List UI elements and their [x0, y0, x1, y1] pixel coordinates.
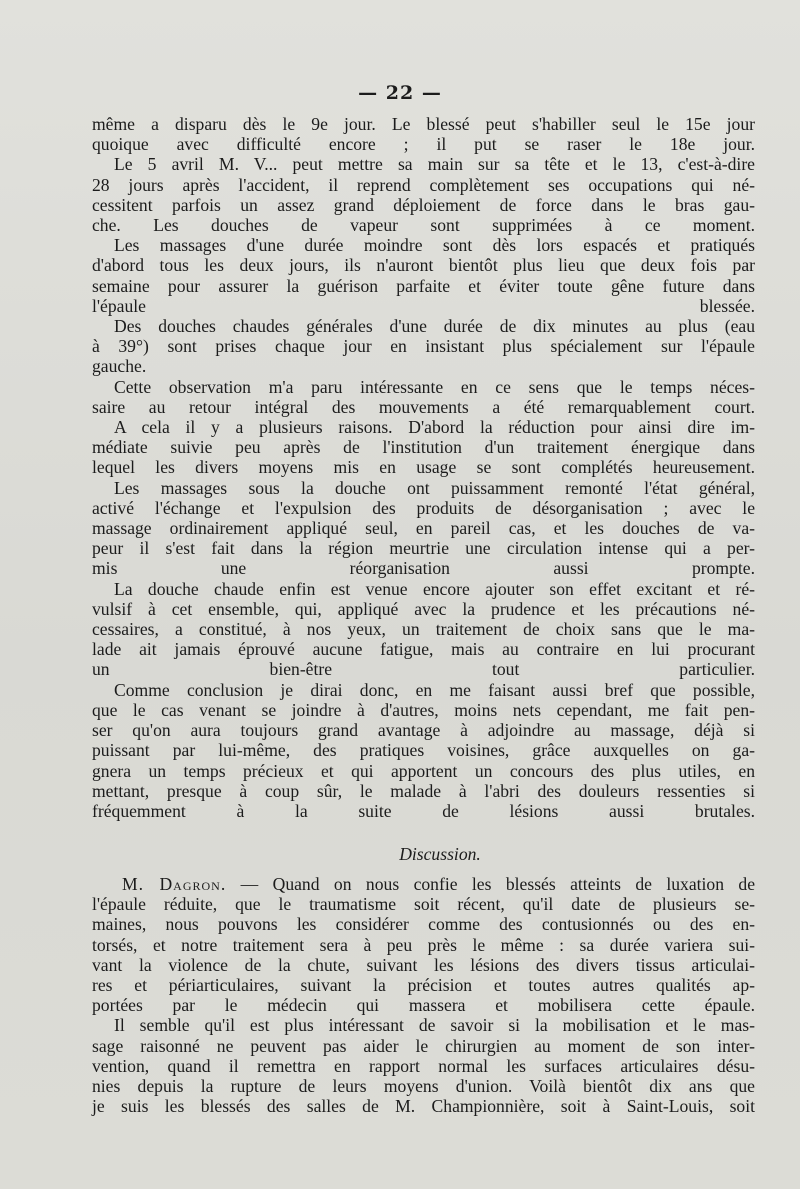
text-line: d'abord tous les deux jours, ils n'auront bientôt plus lieu que deux fois par [92, 255, 755, 276]
speaker-name: M. Dagron. [122, 874, 227, 894]
text-line: peur il s'est fait dans la région meurtrie une circulation intense qui a per- [92, 538, 755, 559]
text-line: que le cas venant se joindre à d'autres, moins nets cependant, me fait pen- [92, 699, 755, 720]
text-line: 28 jours après l'accident, il reprend complètement ses occupations qui né- [92, 174, 755, 195]
text-line: Le 5 avril M. V... peut mettre sa main sur sa tête et le 13, c'est-à-dire [114, 154, 755, 175]
text-line: gnera un temps précieux et qui apportent un concours des plus utiles, en [92, 760, 755, 781]
text-line: Les massages d'une durée moindre sont dès lors espacés et pratiqués [114, 235, 755, 256]
text-line: Comme conclusion je dirai donc, en me faisant aussi bref que possible, [114, 679, 755, 700]
text-line: vention, quand il remettra en rapport normal les surfaces articulaires désu- [92, 1055, 755, 1076]
text-line: mettant, presque à coup sûr, le malade à l'abri des douleurs ressenties si [92, 780, 755, 801]
observation-text [92, 114, 755, 821]
text-line: cessitent parfois un assez grand déploiement de force dans le bras gau- [92, 194, 755, 215]
discussion-heading: Discussion. [399, 844, 481, 864]
text-line: portées par le médecin qui massera et mobilisera cette épaule. [92, 995, 755, 1016]
page-number: — 22 — [358, 82, 442, 104]
text-line: sage raisonné ne peuvent pas aider le chirurgien au moment de son inter- [92, 1035, 755, 1056]
text-line: che. Les douches de vapeur sont supprimées à ce moment. [92, 215, 755, 236]
text-line: activé l'échange et l'expulsion des produits de désorganisation ; avec le [92, 497, 755, 518]
text-line: torsés, et notre traitement sera à peu près le même : sa durée variera sui- [92, 934, 755, 955]
text-line: je suis les blessés des salles de M. Championnière, soit à Saint-Louis, soit [92, 1096, 755, 1117]
text-line: res et périarticulaires, suivant la précision et toutes autres qualités ap- [92, 975, 755, 996]
text-line: même a disparu dès le 9e jour. Le blessé peut s'habiller seul le 15e jour [92, 114, 755, 134]
text-line: vulsif à cet ensemble, qui, appliqué avec la prudence et les précautions né- [92, 598, 755, 619]
discussion-text [92, 874, 755, 1116]
speaker-dash: — [226, 874, 273, 894]
text-line: quoique avec difficulté encore ; il put se raser le 18e jour. [92, 134, 755, 155]
text-line: Cette observation m'a paru intéressante en ce sens que le temps néces- [114, 376, 755, 397]
text-line: Des douches chaudes générales d'une durée de dix minutes au plus (eau [114, 316, 755, 337]
text-line: semaine pour assurer la guérison parfaite et éviter toute gêne future dans [92, 275, 755, 296]
speaker-text: Quand on nous confie les blessés atteints de luxation de [272, 874, 756, 894]
text-line: médiate suivie peu après de l'institution d'un traitement énergique dans [92, 437, 755, 458]
text-line: un bien-être tout particulier. [92, 659, 755, 680]
text-line: massage ordinairement appliqué seul, en pareil cas, et les douches de va- [92, 518, 755, 539]
text-line: Les massages sous la douche ont puissamment remonté l'état général, [114, 477, 755, 498]
text-line: vant la violence de la chute, suivant les lésions des divers tissus articulai- [92, 954, 755, 975]
text-line: nies depuis la rupture de leurs moyens d'union. Voilà bientôt dix ans que [92, 1076, 755, 1097]
text-line: lequel les divers moyens mis en usage se sont complétés heureusement. [92, 457, 755, 478]
text-line: à 39°) sont prises chaque jour en insistant plus spécialement sur l'épaule [92, 336, 755, 357]
text-line: mis une réorganisation aussi prompte. [92, 558, 755, 579]
text-line: maines, nous pouvons les considérer comme des contusionnés ou des en- [92, 914, 755, 935]
text-line: A cela il y a plusieurs raisons. D'abord la réduction pour ainsi dire im- [114, 417, 755, 438]
text-line: ser qu'on aura toujours grand avantage à adjoindre au massage, déjà si [92, 720, 755, 741]
text-line: gauche. [92, 356, 147, 377]
text-line: l'épaule blessée. [92, 295, 755, 316]
text-line: La douche chaude enfin est venue encore ajouter son effet excitant et ré- [114, 578, 755, 599]
text-line: fréquemment à la suite de lésions aussi brutales. [92, 800, 755, 821]
text-line: lade ait jamais éprouvé aucune fatigue, mais au contraire en lui procurant [92, 639, 755, 660]
text-line: puissant par lui-même, des pratiques voisines, grâce auxquelles on ga- [92, 740, 755, 761]
text-line: saire au retour intégral des mouvements a été remarquablement court. [92, 396, 755, 417]
text-line: Il semble qu'il est plus intéressant de savoir si la mobilisation et le mas- [114, 1015, 755, 1036]
text-line [92, 874, 755, 894]
text-line: cessaires, a constitué, à nos yeux, un traitement de choix sans que le ma- [92, 619, 755, 640]
text-line: l'épaule réduite, que le traumatisme soit récent, qu'il date de plusieurs se- [92, 894, 755, 915]
